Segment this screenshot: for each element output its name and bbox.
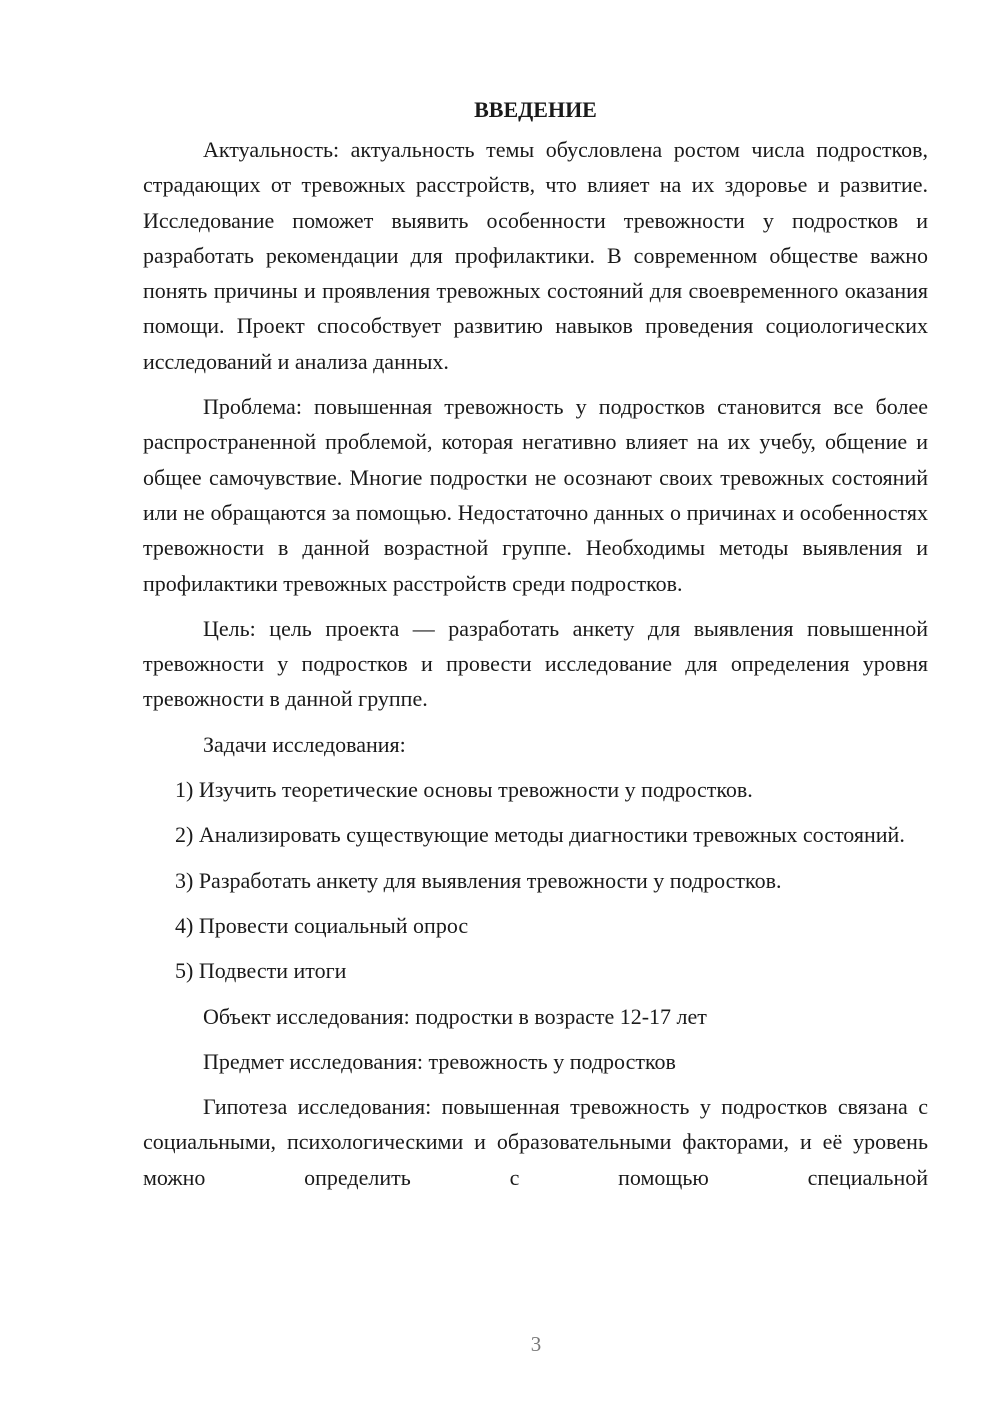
task-item-1: 1) Изучить теоретические основы тревожности у подростков.	[175, 777, 753, 803]
page-number: 3	[530, 1332, 542, 1356]
paragraph-object: Объект исследования: подростки в возрасте 12-17 лет	[203, 1003, 707, 1029]
task-item-3: 3) Разработать анкету для выявления тревожности у подростков.	[175, 867, 782, 893]
paragraph-goal: Цель: цель проекта — разработать анкету для выявления повышенной тревожности у подростков и провести исследование для определения уровня тревожности в данной группе.	[143, 615, 928, 712]
task-item-5: 5) Подвести итоги	[175, 958, 347, 984]
paragraph-problem: Проблема: повышенная тревожность у подростков становится все более распространенной проблемой, которая негативно влияет на их учебу, общение и общее самочувствие. Многие подростки не осознают своих тревожных состояний или не обращаются за помощью. Недостаточно данных о причинах и особенностях тревожности в данной возрастной группе. Необходимы методы выявления и профилактики тревожных расстройств среди подростков.	[143, 394, 928, 596]
paragraph-relevance: Актуальность: актуальность темы обусловлена ростом числа подростков, страдающих от тревожных расстройств, что влияет на их здоровье и развитие. Исследование поможет выявить особенности тревожности у подростков и разработать рекомендации для профилактики. В современном обществе важно понять причины и проявления тревожных состояний для своевременного оказания помощи. Проект способствует развитию навыков проведения социологических исследований и анализа данных.	[143, 137, 928, 374]
paragraph-subject: Предмет исследования: тревожность у подростков	[203, 1048, 676, 1074]
page-body	[143, 92, 928, 1205]
tasks-heading: Задачи исследования:	[203, 731, 406, 757]
task-item-4: 4) Провести социальный опрос	[175, 912, 469, 938]
page-title: ВВЕДЕНИЕ	[474, 97, 597, 122]
paragraph-hypothesis: Гипотеза исследования: повышенная тревожность у подростков связана с социальными, психологическими и образовательными факторами, и её уровень можно определить с помощью специальной	[143, 1094, 928, 1190]
task-item-2: 2) Анализировать существующие методы диагностики тревожных состояний.	[175, 822, 905, 848]
